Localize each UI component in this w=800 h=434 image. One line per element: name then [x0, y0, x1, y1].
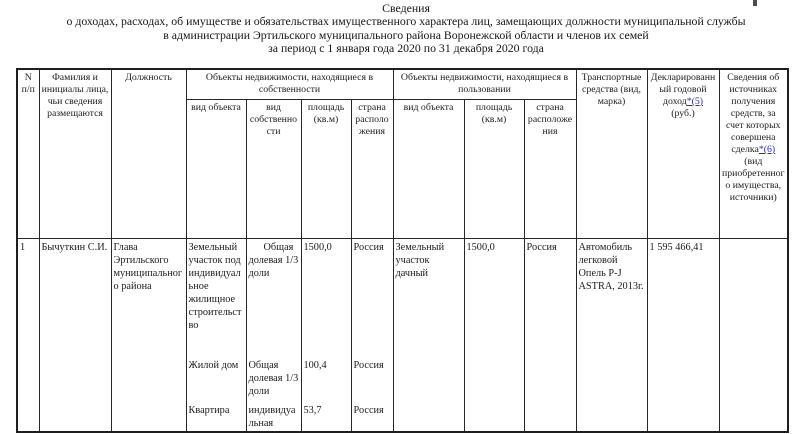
header-sources [719, 69, 788, 238]
footnote-6-link[interactable]: *(6) [758, 144, 776, 155]
header-income-unit: (руб.) [671, 108, 695, 119]
header-used-country: страна расположения [524, 99, 576, 238]
header-income [647, 69, 719, 238]
owned-ownership-1: Общая долевая 1/3 доли [248, 241, 299, 279]
owned-country-1: Россия [353, 241, 384, 253]
title-line-4: за период с 1 января года 2020 по 31 декабря 2020 года [268, 41, 544, 56]
cell-used-country: Россия [524, 238, 576, 432]
header-owned-ownership: вид собственности [246, 99, 301, 238]
owned-area-1: 1500,0 [303, 241, 332, 253]
cell-income: 1 595 466,41 [647, 238, 719, 432]
declaration-table [16, 68, 789, 433]
header-sources-note: (вид приобретенного имущества, источники) [721, 156, 785, 203]
owned-ownership-2: Общая долевая 1/3 доли [248, 359, 299, 397]
header-num: N п/п [17, 69, 39, 238]
owned-type-1: Земельный участок под индивидуальное жилищное строительство [188, 241, 242, 331]
header-owned-group: Объекты недвижимости, находящиеся в собственности [186, 69, 393, 99]
cell-owned-type [186, 238, 246, 432]
header-used-type: вид объекта [393, 99, 464, 238]
title-line-1: Сведения [382, 1, 430, 15]
owned-area-2: 100,4 [303, 359, 327, 371]
document-title [12, 2, 800, 56]
header-owned-type: вид объекта [186, 99, 246, 238]
header-sources-text: Сведения об источниках получения средств, за счет которых совершена сделка [725, 72, 781, 155]
owned-type-2: Жилой дом [188, 359, 239, 371]
table-row [17, 238, 788, 432]
footnote-5-link[interactable]: *(5) [686, 96, 704, 107]
cell-owned-area [301, 238, 351, 432]
cell-owned-ownership [246, 238, 301, 432]
cell-transport: Автомобиль легковой Опель P-J ASTRA, 2013г. [576, 238, 647, 432]
header-position: Должность [111, 69, 186, 238]
cell-used-area: 1500,0 [464, 238, 524, 432]
owned-area-3: 53,7 [303, 404, 322, 416]
cell-owned-country [351, 238, 393, 432]
cell-name: Бычуткин С.И. [39, 238, 111, 432]
cell-sources [719, 238, 788, 432]
cell-used-type: Земельный участок дачный [393, 238, 464, 432]
header-used-group: Объекты недвижимости, находящиеся в пользовании [393, 69, 576, 99]
owned-country-3: Россия [353, 404, 384, 416]
cell-position: Глава Эртильского муниципального района [111, 238, 186, 432]
header-income-text: Декларированный годовой доход [650, 72, 716, 107]
header-name: Фамилия и инициалы лица, чьи сведения размещаются [39, 69, 111, 238]
header-owned-area: площадь (кв.м) [301, 99, 351, 238]
title-line-3: в администрации Эртильского муниципального района Воронежской области и членов их семей [163, 27, 649, 42]
owned-ownership-3: индивидуальная [248, 404, 296, 429]
owned-type-3: Квартира [188, 404, 230, 416]
cell-num: 1 [17, 238, 39, 432]
header-used-area: площадь (кв.м) [464, 99, 524, 238]
owned-country-2: Россия [353, 359, 384, 371]
header-owned-country: страна расположения [351, 99, 393, 238]
header-transport: Транспортные средства (вид, марка) [576, 69, 647, 238]
title-line-2: о доходах, расходах, об имуществе и обязательствах имущественного характера лиц, замещающих должности муниципальной службы [66, 14, 746, 29]
